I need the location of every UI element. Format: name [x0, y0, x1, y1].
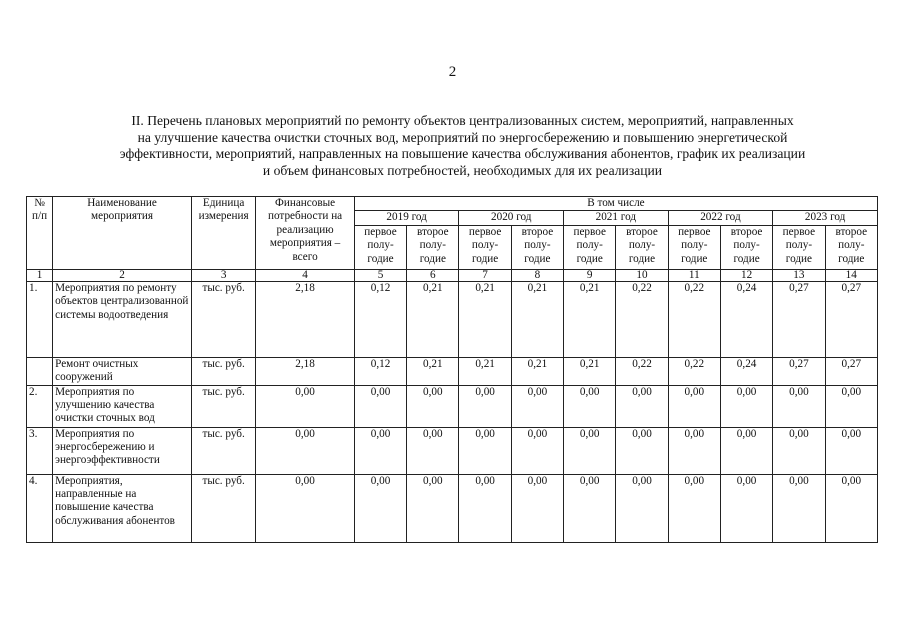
row-value: 0,21: [511, 281, 563, 357]
plan-table: [26, 196, 878, 543]
section-heading: [40, 113, 885, 179]
row-value: 0,27: [773, 357, 825, 385]
header-name: Наименование мероприятия: [53, 197, 192, 270]
table-row: [27, 385, 878, 427]
row-value: 0,00: [616, 474, 668, 542]
column-number: 5: [354, 269, 406, 281]
row-value: 0,00: [616, 427, 668, 474]
row-value: 0,27: [773, 281, 825, 357]
row-value: 0,21: [407, 281, 459, 357]
row-value: 0,00: [459, 427, 511, 474]
row-unit: тыс. руб.: [191, 281, 255, 357]
row-value: 0,00: [668, 427, 720, 474]
row-value: 0,00: [459, 385, 511, 427]
column-number: 3: [191, 269, 255, 281]
row-value: 0,00: [773, 385, 825, 427]
row-name: Мероприятия по улучшению качества очистки сточных вод: [53, 385, 192, 427]
row-value: 0,00: [511, 385, 563, 427]
row-value: 0,27: [825, 281, 877, 357]
row-value: 0,00: [407, 427, 459, 474]
column-number: 10: [616, 269, 668, 281]
row-value: 0,00: [407, 385, 459, 427]
row-value: 0,24: [720, 357, 772, 385]
header-second-half: второе полу-годие: [511, 225, 563, 269]
column-number: 7: [459, 269, 511, 281]
table-row: [27, 474, 878, 542]
header-finance: Финансовые потребности на реализацию мероприятия – всего: [256, 197, 355, 270]
header-row: [27, 197, 878, 211]
header-year: 2021 год: [564, 211, 669, 225]
header-unit: Единица измерения: [191, 197, 255, 270]
row-value: 0,21: [407, 357, 459, 385]
row-value: 0,00: [720, 427, 772, 474]
header-second-half: второе полу-годие: [825, 225, 877, 269]
row-value: 0,00: [564, 427, 616, 474]
column-number: 12: [720, 269, 772, 281]
row-value: 0,24: [720, 281, 772, 357]
header-first-half: первое полу-годие: [564, 225, 616, 269]
row-value: 0,22: [668, 281, 720, 357]
row-value: 0,00: [773, 474, 825, 542]
table-row: [27, 427, 878, 474]
header-num: № п/п: [27, 197, 53, 270]
header-year: 2019 год: [354, 211, 459, 225]
row-value: 0,21: [511, 357, 563, 385]
header-year: 2022 год: [668, 211, 773, 225]
row-unit: тыс. руб.: [191, 474, 255, 542]
row-value: 0,12: [354, 281, 406, 357]
header-including: В том числе: [354, 197, 877, 211]
row-number: [27, 357, 53, 385]
row-value: 0,21: [564, 281, 616, 357]
row-name: Мероприятия, направленные на повышение качества обслуживания абонентов: [53, 474, 192, 542]
row-value: 0,00: [616, 385, 668, 427]
row-value: 0,00: [459, 474, 511, 542]
table-body: [27, 281, 878, 542]
row-value: 0,00: [720, 474, 772, 542]
row-value: 0,21: [459, 281, 511, 357]
row-value: 0,00: [668, 474, 720, 542]
row-value: 0,00: [564, 385, 616, 427]
heading-line: и объем финансовых потребностей, необходимых для их реализации: [262, 162, 663, 178]
column-number: 6: [407, 269, 459, 281]
page-number: 2: [448, 64, 457, 80]
row-number: 4.: [27, 474, 53, 542]
row-unit: тыс. руб.: [191, 385, 255, 427]
row-value: 0,00: [511, 427, 563, 474]
header-second-half: второе полу-годие: [616, 225, 668, 269]
row-value: 0,00: [825, 474, 877, 542]
row-value: 0,00: [773, 427, 825, 474]
row-value: 0,00: [825, 427, 877, 474]
row-value: 0,21: [459, 357, 511, 385]
row-value: 0,27: [825, 357, 877, 385]
row-name: Ремонт очистных сооружений: [53, 357, 192, 385]
header-first-half: первое полу-годие: [354, 225, 406, 269]
row-total: 2,18: [256, 281, 355, 357]
row-total: 0,00: [256, 474, 355, 542]
row-value: 0,22: [616, 281, 668, 357]
heading-line: на улучшение качества очистки сточных вод, мероприятий по энергосбережению и повышению энергетической: [137, 129, 788, 145]
row-value: 0,22: [668, 357, 720, 385]
row-value: 0,00: [354, 427, 406, 474]
table-row: [27, 357, 878, 385]
row-value: 0,21: [564, 357, 616, 385]
row-value: 0,00: [564, 474, 616, 542]
column-number: 2: [53, 269, 192, 281]
column-number: 11: [668, 269, 720, 281]
column-number: 9: [564, 269, 616, 281]
column-number: 4: [256, 269, 355, 281]
row-value: 0,00: [354, 474, 406, 542]
heading-line: эффективности, мероприятий, направленных на повышение качества обслуживания абонентов, график их реализации: [119, 146, 806, 161]
row-total: 0,00: [256, 427, 355, 474]
row-total: 2,18: [256, 357, 355, 385]
column-numbers-row: [27, 269, 878, 281]
row-name: Мероприятия по энергосбережению и энергоэффективности: [53, 427, 192, 474]
heading-line: II. Перечень плановых мероприятий по ремонту объектов централизованных систем, мероприятий, направленных: [131, 113, 794, 128]
row-number: 2.: [27, 385, 53, 427]
header-second-half: второе полу-годие: [720, 225, 772, 269]
row-value: 0,00: [720, 385, 772, 427]
header-first-half: первое полу-годие: [668, 225, 720, 269]
header-second-half: второе полу-годие: [407, 225, 459, 269]
row-total: 0,00: [256, 385, 355, 427]
header-first-half: первое полу-годие: [459, 225, 511, 269]
column-number: 13: [773, 269, 825, 281]
row-value: 0,00: [407, 474, 459, 542]
row-value: 0,00: [354, 385, 406, 427]
header-year: 2023 год: [773, 211, 878, 225]
row-value: 0,00: [825, 385, 877, 427]
row-unit: тыс. руб.: [191, 427, 255, 474]
column-number: 14: [825, 269, 877, 281]
table-row: [27, 281, 878, 357]
row-value: 0,22: [616, 357, 668, 385]
header-first-half: первое полу-годие: [773, 225, 825, 269]
row-name: Мероприятия по ремонту объектов централизованной системы водоотведения: [53, 281, 192, 357]
header-year: 2020 год: [459, 211, 564, 225]
row-unit: тыс. руб.: [191, 357, 255, 385]
column-number: 8: [511, 269, 563, 281]
row-value: 0,00: [668, 385, 720, 427]
row-value: 0,00: [511, 474, 563, 542]
row-value: 0,12: [354, 357, 406, 385]
column-number: 1: [27, 269, 53, 281]
row-number: 1.: [27, 281, 53, 357]
row-number: 3.: [27, 427, 53, 474]
